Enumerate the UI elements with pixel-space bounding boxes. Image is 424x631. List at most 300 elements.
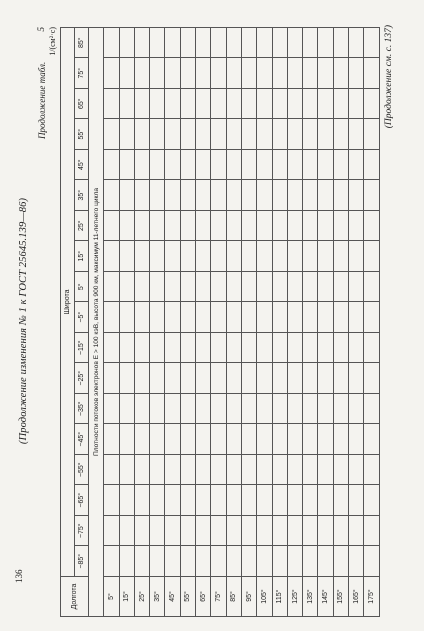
flux-value-cell xyxy=(303,516,318,547)
table-row xyxy=(287,28,302,617)
latitude-column-header: −35° xyxy=(75,394,89,425)
longitude-cell: 145° xyxy=(318,577,333,617)
table-caption-row xyxy=(89,28,104,617)
flux-value-cell xyxy=(180,58,195,89)
latitude-column-header: −45° xyxy=(75,424,89,455)
flux-value-cell xyxy=(303,394,318,425)
table-body xyxy=(89,28,380,617)
table-row xyxy=(257,28,272,617)
latitude-header: Широта xyxy=(61,28,75,577)
flux-value-cell xyxy=(364,485,379,516)
table-caption: Плотности потоков электронов E > 100 кэВ, высота 900 км, максимум 11-летнего цикла xyxy=(89,28,104,617)
flux-value-cell xyxy=(150,546,165,577)
flux-value-cell xyxy=(180,150,195,181)
flux-value-cell xyxy=(349,363,364,394)
flux-value-cell xyxy=(211,150,226,181)
table-row xyxy=(303,28,318,617)
flux-value-cell xyxy=(257,89,272,120)
flux-value-cell xyxy=(226,424,241,455)
flux-value-cell xyxy=(364,28,379,59)
flux-value-cell xyxy=(104,58,119,89)
flux-value-cell xyxy=(165,119,180,150)
table-row xyxy=(119,28,134,617)
flux-value-cell xyxy=(349,211,364,242)
longitude-cell: 105° xyxy=(257,577,272,617)
flux-value-cell xyxy=(303,211,318,242)
flux-value-cell xyxy=(318,516,333,547)
table-number: 5 xyxy=(36,27,46,32)
flux-value-cell xyxy=(318,485,333,516)
flux-value-cell xyxy=(287,272,302,303)
flux-value-cell xyxy=(134,180,149,211)
longitude-cell: 25° xyxy=(134,577,149,617)
flux-value-cell xyxy=(134,546,149,577)
flux-value-cell xyxy=(241,119,256,150)
flux-value-cell xyxy=(241,363,256,394)
flux-value-cell xyxy=(104,333,119,364)
flux-value-cell xyxy=(165,333,180,364)
flux-value-cell xyxy=(257,455,272,486)
unit-label: 1/(см²·с) xyxy=(48,27,57,56)
flux-value-cell xyxy=(211,180,226,211)
flux-value-cell xyxy=(287,150,302,181)
flux-value-cell xyxy=(180,211,195,242)
flux-value-cell xyxy=(211,424,226,455)
table-row xyxy=(165,28,180,617)
latitude-column-header: 5° xyxy=(75,272,89,303)
flux-value-cell xyxy=(349,546,364,577)
latitude-column-header: −75° xyxy=(75,516,89,547)
longitude-cell: 135° xyxy=(303,577,318,617)
flux-value-cell xyxy=(303,485,318,516)
flux-value-cell xyxy=(119,272,134,303)
flux-value-cell xyxy=(333,424,348,455)
flux-value-cell xyxy=(165,363,180,394)
latitude-header-row xyxy=(75,28,89,617)
flux-value-cell xyxy=(119,58,134,89)
flux-value-cell xyxy=(364,241,379,272)
flux-value-cell xyxy=(272,363,287,394)
flux-value-cell xyxy=(180,455,195,486)
flux-value-cell xyxy=(119,211,134,242)
flux-value-cell xyxy=(134,455,149,486)
flux-value-cell xyxy=(180,394,195,425)
flux-value-cell xyxy=(318,424,333,455)
flux-value-cell xyxy=(318,394,333,425)
flux-value-cell xyxy=(104,89,119,120)
flux-value-cell xyxy=(287,333,302,364)
longitude-cell: 65° xyxy=(196,577,211,617)
flux-value-cell xyxy=(165,150,180,181)
flux-value-cell xyxy=(196,58,211,89)
longitude-cell: 75° xyxy=(211,577,226,617)
flux-value-cell xyxy=(150,150,165,181)
flux-value-cell xyxy=(150,485,165,516)
flux-value-cell xyxy=(333,89,348,120)
flux-value-cell xyxy=(272,424,287,455)
flux-value-cell xyxy=(134,485,149,516)
latitude-column-header: −85° xyxy=(75,546,89,577)
flux-value-cell xyxy=(104,302,119,333)
flux-value-cell xyxy=(349,516,364,547)
flux-value-cell xyxy=(318,89,333,120)
flux-value-cell xyxy=(165,89,180,120)
flux-value-cell xyxy=(180,272,195,303)
flux-value-cell xyxy=(303,89,318,120)
flux-value-cell xyxy=(226,180,241,211)
flux-value-cell xyxy=(241,546,256,577)
flux-value-cell xyxy=(349,394,364,425)
flux-value-cell xyxy=(303,424,318,455)
flux-value-cell xyxy=(287,394,302,425)
flux-value-cell xyxy=(364,211,379,242)
flux-value-cell xyxy=(272,302,287,333)
flux-value-cell xyxy=(150,333,165,364)
flux-value-cell xyxy=(318,272,333,303)
flux-value-cell xyxy=(349,150,364,181)
flux-value-cell xyxy=(211,302,226,333)
flux-value-cell xyxy=(241,28,256,59)
flux-value-cell xyxy=(226,455,241,486)
flux-value-cell xyxy=(257,211,272,242)
table-row xyxy=(333,28,348,617)
flux-value-cell xyxy=(150,424,165,455)
flux-value-cell xyxy=(364,272,379,303)
flux-value-cell xyxy=(272,150,287,181)
latitude-column-header: 35° xyxy=(75,180,89,211)
latitude-column-header: −65° xyxy=(75,485,89,516)
flux-value-cell xyxy=(150,28,165,59)
flux-value-cell xyxy=(272,516,287,547)
flux-value-cell xyxy=(303,272,318,303)
page-footer-note: (Продолжение см. с. 137) xyxy=(383,25,394,129)
flux-value-cell xyxy=(349,241,364,272)
flux-value-cell xyxy=(287,211,302,242)
flux-value-cell xyxy=(196,211,211,242)
flux-value-cell xyxy=(180,180,195,211)
flux-value-cell xyxy=(364,363,379,394)
flux-value-cell xyxy=(333,302,348,333)
flux-value-cell xyxy=(226,58,241,89)
flux-value-cell xyxy=(226,485,241,516)
flux-value-cell xyxy=(272,58,287,89)
flux-value-cell xyxy=(349,272,364,303)
flux-value-cell xyxy=(303,58,318,89)
flux-value-cell xyxy=(318,211,333,242)
flux-value-cell xyxy=(119,180,134,211)
flux-value-cell xyxy=(318,546,333,577)
flux-value-cell xyxy=(303,455,318,486)
flux-value-cell xyxy=(241,424,256,455)
table-number-and-unit xyxy=(36,27,57,56)
table-row xyxy=(364,28,379,617)
flux-value-cell xyxy=(150,89,165,120)
flux-value-cell xyxy=(180,28,195,59)
flux-value-cell xyxy=(257,28,272,59)
flux-value-cell xyxy=(119,363,134,394)
flux-value-cell xyxy=(104,119,119,150)
flux-value-cell xyxy=(134,89,149,120)
flux-value-cell xyxy=(180,485,195,516)
flux-value-cell xyxy=(349,302,364,333)
flux-value-cell xyxy=(180,516,195,547)
flux-value-cell xyxy=(241,180,256,211)
flux-value-cell xyxy=(333,241,348,272)
flux-value-cell xyxy=(364,58,379,89)
flux-value-cell xyxy=(196,272,211,303)
flux-value-cell xyxy=(364,455,379,486)
longitude-cell: 45° xyxy=(165,577,180,617)
page-header: (Продолжение изменения № 1 к ГОСТ 25645.139—86) xyxy=(18,197,29,445)
flux-value-cell xyxy=(165,211,180,242)
flux-value-cell xyxy=(272,241,287,272)
flux-value-cell xyxy=(104,241,119,272)
latitude-column-header: 65° xyxy=(75,89,89,120)
flux-value-cell xyxy=(211,455,226,486)
flux-value-cell xyxy=(226,516,241,547)
flux-value-cell xyxy=(318,363,333,394)
longitude-cell: 95° xyxy=(241,577,256,617)
flux-value-cell xyxy=(287,180,302,211)
flux-value-cell xyxy=(333,363,348,394)
flux-value-cell xyxy=(211,58,226,89)
flux-value-cell xyxy=(241,333,256,364)
flux-value-cell xyxy=(364,302,379,333)
longitude-cell: 155° xyxy=(333,577,348,617)
flux-value-cell xyxy=(134,150,149,181)
flux-value-cell xyxy=(257,302,272,333)
flux-value-cell xyxy=(165,485,180,516)
flux-value-cell xyxy=(349,333,364,364)
flux-value-cell xyxy=(287,485,302,516)
flux-value-cell xyxy=(104,394,119,425)
flux-value-cell xyxy=(134,272,149,303)
flux-value-cell xyxy=(241,89,256,120)
table-row xyxy=(134,28,149,617)
flux-value-cell xyxy=(211,485,226,516)
flux-value-cell xyxy=(364,546,379,577)
flux-value-cell xyxy=(287,302,302,333)
flux-value-cell xyxy=(364,424,379,455)
flux-value-cell xyxy=(104,180,119,211)
table-row xyxy=(196,28,211,617)
flux-value-cell xyxy=(150,241,165,272)
flux-value-cell xyxy=(241,455,256,486)
table-row xyxy=(349,28,364,617)
latitude-column-header: −15° xyxy=(75,333,89,364)
flux-value-cell xyxy=(349,28,364,59)
flux-value-cell xyxy=(318,150,333,181)
flux-value-cell xyxy=(303,333,318,364)
flux-value-cell xyxy=(287,119,302,150)
flux-value-cell xyxy=(165,28,180,59)
flux-density-table xyxy=(60,27,380,617)
flux-value-cell xyxy=(150,302,165,333)
flux-value-cell xyxy=(150,516,165,547)
rotated-content xyxy=(18,25,410,617)
flux-value-cell xyxy=(349,180,364,211)
latitude-column-header: 85° xyxy=(75,28,89,59)
flux-value-cell xyxy=(333,180,348,211)
flux-value-cell xyxy=(211,119,226,150)
flux-value-cell xyxy=(196,485,211,516)
flux-value-cell xyxy=(196,150,211,181)
flux-value-cell xyxy=(165,272,180,303)
flux-value-cell xyxy=(333,516,348,547)
longitude-header: Долгота xyxy=(61,577,89,617)
flux-value-cell xyxy=(180,546,195,577)
flux-value-cell xyxy=(257,485,272,516)
flux-value-cell xyxy=(165,180,180,211)
flux-value-cell xyxy=(364,150,379,181)
flux-value-cell xyxy=(287,363,302,394)
flux-value-cell xyxy=(119,455,134,486)
longitude-cell: 15° xyxy=(119,577,134,617)
flux-value-cell xyxy=(241,241,256,272)
flux-value-cell xyxy=(333,150,348,181)
flux-value-cell xyxy=(303,546,318,577)
flux-value-cell xyxy=(226,150,241,181)
flux-value-cell xyxy=(196,119,211,150)
flux-value-cell xyxy=(226,333,241,364)
page-number: 136 xyxy=(14,569,24,583)
flux-value-cell xyxy=(119,89,134,120)
flux-value-cell xyxy=(318,302,333,333)
flux-value-cell xyxy=(333,28,348,59)
flux-value-cell xyxy=(150,455,165,486)
longitude-cell: 55° xyxy=(180,577,195,617)
flux-value-cell xyxy=(196,302,211,333)
flux-value-cell xyxy=(226,272,241,303)
table-row xyxy=(104,28,119,617)
flux-value-cell xyxy=(104,272,119,303)
flux-value-cell xyxy=(241,516,256,547)
flux-value-cell xyxy=(104,211,119,242)
flux-value-cell xyxy=(150,211,165,242)
flux-value-cell xyxy=(226,89,241,120)
flux-value-cell xyxy=(272,119,287,150)
flux-value-cell xyxy=(104,485,119,516)
table-row xyxy=(318,28,333,617)
flux-value-cell xyxy=(165,241,180,272)
flux-value-cell xyxy=(134,58,149,89)
flux-value-cell xyxy=(196,363,211,394)
latitude-column-header: −5° xyxy=(75,302,89,333)
flux-value-cell xyxy=(196,516,211,547)
flux-value-cell xyxy=(364,394,379,425)
flux-value-cell xyxy=(303,363,318,394)
table-row xyxy=(241,28,256,617)
flux-value-cell xyxy=(241,302,256,333)
flux-value-cell xyxy=(318,241,333,272)
flux-value-cell xyxy=(226,394,241,425)
flux-value-cell xyxy=(333,272,348,303)
flux-value-cell xyxy=(333,485,348,516)
table-row xyxy=(150,28,165,617)
latitude-column-header: −25° xyxy=(75,363,89,394)
table-row xyxy=(211,28,226,617)
flux-value-cell xyxy=(303,119,318,150)
flux-value-cell xyxy=(119,150,134,181)
longitude-cell: 5° xyxy=(104,577,119,617)
flux-value-cell xyxy=(349,455,364,486)
flux-value-cell xyxy=(257,516,272,547)
flux-value-cell xyxy=(211,89,226,120)
flux-value-cell xyxy=(104,455,119,486)
flux-value-cell xyxy=(104,28,119,59)
flux-value-cell xyxy=(119,424,134,455)
flux-value-cell xyxy=(150,394,165,425)
flux-value-cell xyxy=(364,180,379,211)
longitude-cell: 125° xyxy=(287,577,302,617)
flux-value-cell xyxy=(134,516,149,547)
flux-value-cell xyxy=(134,241,149,272)
flux-value-cell xyxy=(180,363,195,394)
flux-value-cell xyxy=(241,272,256,303)
flux-value-cell xyxy=(241,485,256,516)
flux-value-cell xyxy=(257,58,272,89)
flux-value-cell xyxy=(272,333,287,364)
flux-value-cell xyxy=(134,424,149,455)
longitude-cell: 165° xyxy=(349,577,364,617)
flux-value-cell xyxy=(165,394,180,425)
flux-value-cell xyxy=(287,455,302,486)
flux-value-cell xyxy=(287,58,302,89)
flux-value-cell xyxy=(272,28,287,59)
flux-value-cell xyxy=(272,455,287,486)
flux-value-cell xyxy=(211,333,226,364)
flux-value-cell xyxy=(257,363,272,394)
flux-value-cell xyxy=(196,424,211,455)
flux-value-cell xyxy=(211,211,226,242)
latitude-column-header: −55° xyxy=(75,455,89,486)
flux-value-cell xyxy=(349,89,364,120)
flux-value-cell xyxy=(364,119,379,150)
flux-value-cell xyxy=(333,58,348,89)
flux-value-cell xyxy=(257,272,272,303)
flux-value-cell xyxy=(150,272,165,303)
flux-value-cell xyxy=(196,455,211,486)
flux-value-cell xyxy=(303,302,318,333)
flux-value-cell xyxy=(303,241,318,272)
latitude-column-header: 75° xyxy=(75,58,89,89)
flux-value-cell xyxy=(333,394,348,425)
flux-value-cell xyxy=(226,119,241,150)
table-continuation-label: Продолжение табл. xyxy=(37,61,47,139)
flux-value-cell xyxy=(196,180,211,211)
flux-value-cell xyxy=(257,119,272,150)
flux-value-cell xyxy=(165,302,180,333)
flux-value-cell xyxy=(333,333,348,364)
flux-value-cell xyxy=(257,241,272,272)
flux-value-cell xyxy=(180,424,195,455)
flux-value-cell xyxy=(165,546,180,577)
flux-value-cell xyxy=(226,363,241,394)
flux-value-cell xyxy=(226,28,241,59)
flux-value-cell xyxy=(196,89,211,120)
flux-value-cell xyxy=(134,211,149,242)
flux-value-cell xyxy=(318,180,333,211)
flux-value-cell xyxy=(257,424,272,455)
flux-value-cell xyxy=(196,28,211,59)
flux-value-cell xyxy=(134,363,149,394)
flux-value-cell xyxy=(196,333,211,364)
table-row xyxy=(226,28,241,617)
table-row xyxy=(272,28,287,617)
flux-value-cell xyxy=(211,241,226,272)
flux-value-cell xyxy=(287,546,302,577)
flux-value-cell xyxy=(165,424,180,455)
